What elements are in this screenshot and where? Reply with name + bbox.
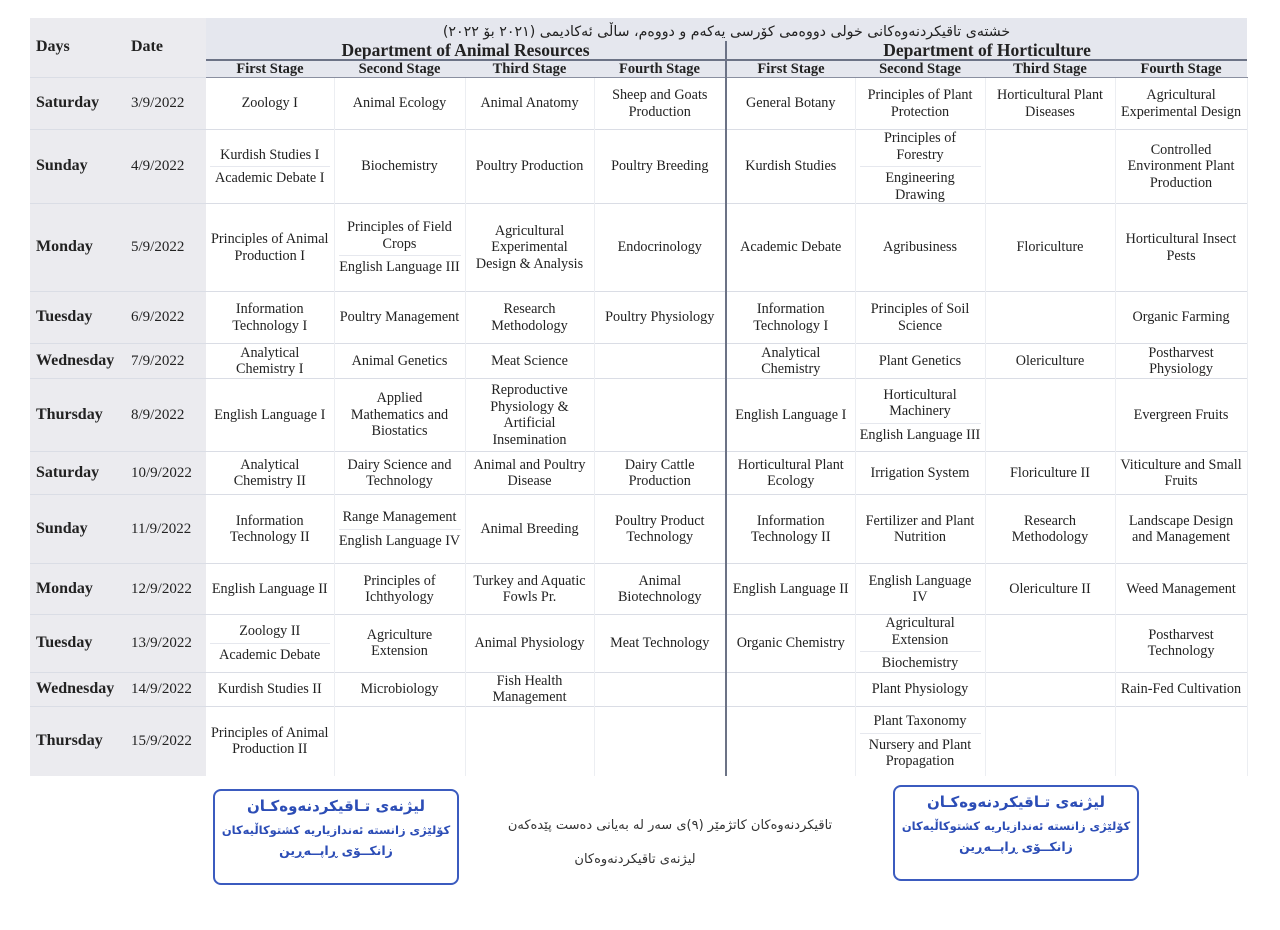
date-cell: 5/9/2022 xyxy=(126,204,206,292)
stamp-university: زانکــۆی ڕاپــەڕین xyxy=(959,839,1073,854)
animal-course-cell xyxy=(334,615,465,673)
day-cell: Monday xyxy=(30,564,126,615)
date-cell: 11/9/2022 xyxy=(126,495,206,564)
day-cell: Saturday xyxy=(30,78,126,130)
dept-animal-resources: Department of Animal Resources xyxy=(206,41,726,60)
animal-course-cell xyxy=(465,452,594,495)
horticulture-course-cell xyxy=(1115,78,1247,130)
date-cell: 3/9/2022 xyxy=(126,78,206,130)
date-cell: 7/9/2022 xyxy=(126,344,206,379)
animal-course-cell xyxy=(206,292,334,344)
course-name: English Language I xyxy=(735,406,847,423)
animal-course-cell xyxy=(206,672,334,706)
horticulture-course-cell xyxy=(726,292,855,344)
course-name: Research Methodology xyxy=(491,301,568,334)
schedule-row xyxy=(30,379,1247,452)
course-name: English Language II xyxy=(211,580,328,597)
day-cell: Sunday xyxy=(30,495,126,564)
course-name: Fertilizer and Plant Nutrition xyxy=(865,512,975,545)
course-name: Fish Health Management xyxy=(492,672,567,705)
course-name: Dairy Cattle Production xyxy=(624,456,695,489)
animal-course-cell xyxy=(594,78,726,130)
day-cell: Saturday xyxy=(30,452,126,495)
schedule-body xyxy=(30,78,1247,777)
date-cell: 6/9/2022 xyxy=(126,292,206,344)
horticulture-course-cell xyxy=(855,706,985,776)
course-name: Olericulture xyxy=(1015,352,1085,369)
days-header: Days xyxy=(30,18,126,78)
course-name: Floriculture II xyxy=(1010,464,1090,481)
horticulture-course-cell xyxy=(985,706,1115,776)
course-name: English Language II xyxy=(732,580,849,597)
dept-horticulture: Department of Horticulture xyxy=(726,41,1247,60)
schedule-row xyxy=(30,706,1247,776)
course-name: Animal Ecology xyxy=(352,95,447,112)
stage-header-horticulture: First Stage xyxy=(726,60,855,78)
horticulture-course-cell xyxy=(985,130,1115,204)
animal-course-cell xyxy=(334,672,465,706)
animal-course-cell xyxy=(594,204,726,292)
horticulture-course-cell xyxy=(985,495,1115,564)
date-header: Date xyxy=(126,18,206,78)
course-name: Poultry Production xyxy=(475,158,584,175)
animal-course-cell xyxy=(334,78,465,130)
course-name: Reproductive Physiology & Artificial Insemination xyxy=(490,382,569,448)
animal-course-cell xyxy=(465,78,594,130)
course-name: General Botany xyxy=(746,95,836,112)
animal-course-cell xyxy=(206,495,334,564)
animal-course-cell xyxy=(465,379,594,452)
animal-course-cell xyxy=(206,564,334,615)
course-name: Agricultural Extension xyxy=(860,615,981,652)
exam-schedule-sheet xyxy=(30,18,1247,776)
schedule-row xyxy=(30,344,1247,379)
stamp-university: زانکــۆی ڕاپــەڕین xyxy=(279,843,393,858)
stage-header-horticulture: Second Stage xyxy=(855,60,985,78)
horticulture-course-cell xyxy=(1115,130,1247,204)
animal-course-cell xyxy=(465,204,594,292)
committee-stamp-right xyxy=(893,785,1139,881)
animal-course-cell xyxy=(594,344,726,379)
course-name: Principles of Ichthyology xyxy=(363,572,436,605)
course-name: Horticultural Machinery xyxy=(860,387,981,424)
day-cell: Sunday xyxy=(30,130,126,204)
stage-header-animal: Second Stage xyxy=(334,60,465,78)
course-name: Floriculture xyxy=(1016,239,1084,256)
animal-course-cell xyxy=(594,495,726,564)
course-name: Biochemistry xyxy=(881,655,959,671)
date-cell: 14/9/2022 xyxy=(126,672,206,706)
horticulture-course-cell xyxy=(855,292,985,344)
course-name: Agricultural Experimental Design xyxy=(1120,87,1242,120)
day-cell: Tuesday xyxy=(30,292,126,344)
horticulture-course-cell xyxy=(1115,706,1247,776)
animal-course-cell xyxy=(465,495,594,564)
horticulture-course-cell xyxy=(985,452,1115,495)
date-cell: 12/9/2022 xyxy=(126,564,206,615)
schedule-row xyxy=(30,495,1247,564)
horticulture-course-cell xyxy=(855,615,985,673)
course-name: Animal and Poultry Disease xyxy=(473,456,586,489)
course-name: Range Management xyxy=(339,509,461,530)
course-name: Olericulture II xyxy=(1009,580,1091,597)
horticulture-course-cell xyxy=(985,379,1115,452)
stage-header-animal: Third Stage xyxy=(465,60,594,78)
course-name: Animal Physiology xyxy=(474,635,585,651)
horticulture-course-cell xyxy=(855,564,985,615)
schedule-row xyxy=(30,452,1247,495)
animal-course-cell xyxy=(334,344,465,379)
schedule-row xyxy=(30,130,1247,204)
course-name: Information Technology I xyxy=(753,301,829,334)
animal-course-cell xyxy=(465,564,594,615)
schedule-row xyxy=(30,672,1247,706)
horticulture-course-cell xyxy=(985,204,1115,292)
exam-schedule-table xyxy=(30,18,1248,776)
course-name: Endocrinology xyxy=(617,239,702,256)
animal-course-cell xyxy=(334,379,465,452)
course-name: Landscape Design and Management xyxy=(1128,512,1234,545)
horticulture-course-cell xyxy=(726,344,855,379)
animal-course-cell xyxy=(206,204,334,292)
horticulture-course-cell xyxy=(985,615,1115,673)
schedule-row xyxy=(30,78,1247,130)
animal-course-cell xyxy=(465,344,594,379)
animal-course-cell xyxy=(334,292,465,344)
stage-header-animal: Fourth Stage xyxy=(594,60,726,78)
course-name: Engineering Drawing xyxy=(885,170,955,203)
animal-course-cell xyxy=(206,452,334,495)
horticulture-course-cell xyxy=(726,204,855,292)
animal-course-cell xyxy=(594,706,726,776)
animal-course-cell xyxy=(334,564,465,615)
course-name: Information Technology II xyxy=(229,512,310,545)
course-name: Organic Chemistry xyxy=(736,635,845,651)
animal-course-cell xyxy=(334,706,465,776)
course-name: Weed Management xyxy=(1126,580,1236,597)
course-name: Horticultural Insect Pests xyxy=(1125,231,1237,264)
day-cell: Thursday xyxy=(30,706,126,776)
animal-course-cell xyxy=(334,452,465,495)
course-name: Principles of Soil Science xyxy=(870,301,970,334)
horticulture-course-cell xyxy=(855,344,985,379)
stamp-college: کۆلێژی زانستە ئەندازیاریە کشتوکاڵیەکان xyxy=(221,823,451,837)
course-name: Animal Genetics xyxy=(351,352,448,369)
course-name: English Language IV xyxy=(338,532,461,549)
horticulture-course-cell xyxy=(985,564,1115,615)
horticulture-course-cell xyxy=(855,204,985,292)
stage-header-horticulture: Fourth Stage xyxy=(1115,60,1247,78)
course-name: Turkey and Aquatic Fowls Pr. xyxy=(473,572,586,605)
animal-course-cell xyxy=(594,615,726,673)
course-name: Zoology II xyxy=(210,623,330,644)
date-cell: 15/9/2022 xyxy=(126,706,206,776)
course-name: Animal Biotechnology xyxy=(617,572,702,605)
exam-start-note: تاقیکردنەوەکان کاتژمێر (٩)ی سەر لە بەیانی دەست پێدەکەن xyxy=(507,818,833,833)
animal-course-cell xyxy=(206,344,334,379)
animal-course-cell xyxy=(594,292,726,344)
animal-course-cell xyxy=(465,615,594,673)
horticulture-course-cell xyxy=(726,672,855,706)
course-name: Analytical Chemistry xyxy=(761,344,821,377)
course-name: Research Methodology xyxy=(1011,512,1089,545)
course-name: English Language III xyxy=(339,259,460,276)
horticulture-course-cell xyxy=(855,495,985,564)
animal-course-cell xyxy=(206,379,334,452)
course-name: English Language IV xyxy=(868,572,972,605)
animal-course-cell xyxy=(334,204,465,292)
course-name: Principles of Animal Production I xyxy=(211,231,329,264)
course-name: Information Technology II xyxy=(750,512,831,545)
course-name: Animal Breeding xyxy=(480,520,579,537)
course-name: Poultry Management xyxy=(339,309,460,326)
course-name: Biochemistry xyxy=(361,158,438,175)
course-name: Microbiology xyxy=(360,680,439,697)
course-name: Kurdish Studies II xyxy=(217,680,322,697)
course-name: Principles of Plant Protection xyxy=(867,87,973,120)
course-name: Analytical Chemistry I xyxy=(236,344,304,377)
course-name: Plant Genetics xyxy=(878,352,962,369)
schedule-row xyxy=(30,204,1247,292)
animal-course-cell xyxy=(594,564,726,615)
course-name: Postharvest Technology xyxy=(1147,626,1215,660)
horticulture-course-cell xyxy=(1115,564,1247,615)
horticulture-course-cell xyxy=(1115,615,1247,673)
course-name: Horticultural Plant Diseases xyxy=(997,87,1103,120)
course-name: Irrigation System xyxy=(870,464,970,481)
animal-course-cell xyxy=(465,706,594,776)
animal-course-cell xyxy=(334,495,465,564)
course-name: Agricultural Experimental Design & Analysis xyxy=(475,222,584,272)
course-name: Postharvest Physiology xyxy=(1148,344,1214,377)
horticulture-course-cell xyxy=(726,495,855,564)
course-name: Kurdish Studies I xyxy=(210,147,330,168)
day-cell: Thursday xyxy=(30,379,126,452)
horticulture-course-cell xyxy=(1115,204,1247,292)
course-name: Plant Physiology xyxy=(871,680,969,697)
course-name: English Language I xyxy=(214,406,326,423)
animal-course-cell xyxy=(206,706,334,776)
schedule-title: خشتەی تاقیکردنەوەکانی خولی دووەمی کۆرسی یەکەم و دووەم، ساڵی ئەکادیمی (٢٠٢١ بۆ ٢٠٢٢) xyxy=(206,18,1247,41)
horticulture-course-cell xyxy=(726,564,855,615)
course-name: Rain-Fed Cultivation xyxy=(1120,680,1242,697)
animal-course-cell xyxy=(594,452,726,495)
course-name: Poultry Physiology xyxy=(605,309,715,326)
course-name: Plant Taxonomy xyxy=(860,713,981,734)
horticulture-course-cell xyxy=(726,706,855,776)
course-name: Meat Science xyxy=(491,352,568,369)
horticulture-course-cell xyxy=(985,344,1115,379)
course-name: Horticultural Plant Ecology xyxy=(737,456,844,489)
animal-course-cell xyxy=(334,130,465,204)
stage-header-animal: First Stage xyxy=(206,60,334,78)
horticulture-course-cell xyxy=(726,615,855,673)
course-name: Zoology I xyxy=(241,95,298,112)
horticulture-course-cell xyxy=(1115,452,1247,495)
course-name: Animal Anatomy xyxy=(480,95,579,112)
horticulture-course-cell xyxy=(1115,344,1247,379)
date-cell: 10/9/2022 xyxy=(126,452,206,495)
animal-course-cell xyxy=(594,672,726,706)
horticulture-course-cell xyxy=(1115,379,1247,452)
course-name: Nursery and Plant Propagation xyxy=(868,736,972,769)
stamp-title: لیژنەی تـاقیکردنەوەکـان xyxy=(246,797,426,815)
horticulture-course-cell xyxy=(855,78,985,130)
course-name: Academic Debate xyxy=(740,239,842,256)
horticulture-course-cell xyxy=(985,672,1115,706)
horticulture-course-cell xyxy=(855,379,985,452)
day-cell: Wednesday xyxy=(30,672,126,706)
course-name: Evergreen Fruits xyxy=(1133,406,1229,423)
course-name: Sheep and Goats Production xyxy=(612,87,708,120)
date-cell: 8/9/2022 xyxy=(126,379,206,452)
course-name: Poultry Product Technology xyxy=(615,512,705,545)
schedule-row xyxy=(30,564,1247,615)
course-name: Agriculture Extension xyxy=(366,626,433,660)
animal-course-cell xyxy=(594,379,726,452)
horticulture-course-cell xyxy=(985,78,1115,130)
course-name: Viticulture and Small Fruits xyxy=(1120,456,1242,489)
committee-stamp-left xyxy=(213,789,459,885)
stamp-title: لیژنەی تـاقیکردنەوەکـان xyxy=(926,793,1106,811)
course-name: Principles of Animal Production II xyxy=(211,724,329,758)
horticulture-course-cell xyxy=(985,292,1115,344)
animal-course-cell xyxy=(465,130,594,204)
course-name: Organic Farming xyxy=(1132,309,1230,326)
course-name: Poultry Breeding xyxy=(611,158,709,175)
animal-course-cell xyxy=(206,130,334,204)
schedule-row xyxy=(30,615,1247,673)
course-name: English Language III xyxy=(859,426,981,443)
horticulture-course-cell xyxy=(1115,672,1247,706)
course-name: Information Technology I xyxy=(232,301,308,334)
animal-course-cell xyxy=(206,78,334,130)
animal-course-cell xyxy=(594,130,726,204)
horticulture-course-cell xyxy=(1115,495,1247,564)
horticulture-course-cell xyxy=(726,78,855,130)
course-name: Principles of Field Crops xyxy=(339,219,461,256)
committee-signature: لیژنەی تاقیکردنەوەکان xyxy=(574,852,696,867)
day-cell: Wednesday xyxy=(30,344,126,379)
horticulture-course-cell xyxy=(855,672,985,706)
stamp-college: کۆلێژی زانستە ئەندازیاریە کشتوکاڵیەکان xyxy=(901,819,1131,833)
course-name: Analytical Chemistry II xyxy=(233,456,306,489)
animal-course-cell xyxy=(206,615,334,673)
horticulture-course-cell xyxy=(726,379,855,452)
course-name: Meat Technology xyxy=(610,635,710,651)
course-name: Dairy Science and Technology xyxy=(347,456,452,489)
day-cell: Monday xyxy=(30,204,126,292)
day-cell: Tuesday xyxy=(30,615,126,673)
horticulture-course-cell xyxy=(726,452,855,495)
course-name: Principles of Forestry xyxy=(860,130,981,167)
date-cell: 13/9/2022 xyxy=(126,615,206,673)
date-cell: 4/9/2022 xyxy=(126,130,206,204)
horticulture-course-cell xyxy=(1115,292,1247,344)
course-name: Kurdish Studies xyxy=(745,158,837,175)
course-name: Agribusiness xyxy=(882,239,958,256)
stage-header-horticulture: Third Stage xyxy=(985,60,1115,78)
course-name: Applied Mathematics and Biostatics xyxy=(350,390,449,440)
schedule-row xyxy=(30,292,1247,344)
course-name: Academic Debate I xyxy=(215,170,325,186)
horticulture-course-cell xyxy=(855,452,985,495)
course-name: Academic Debate xyxy=(219,646,321,663)
animal-course-cell xyxy=(465,672,594,706)
horticulture-course-cell xyxy=(726,130,855,204)
animal-course-cell xyxy=(465,292,594,344)
horticulture-course-cell xyxy=(855,130,985,204)
course-name: Controlled Environment Plant Production xyxy=(1127,141,1235,191)
